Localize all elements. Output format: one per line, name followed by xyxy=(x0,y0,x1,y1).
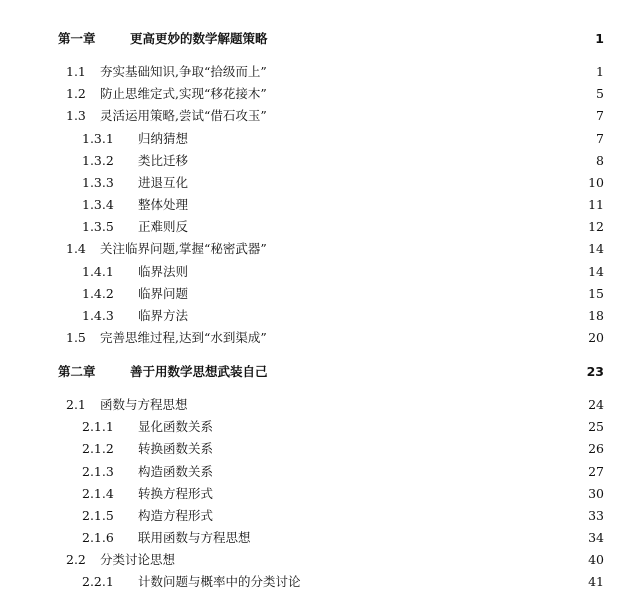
entry-number: 1.5 xyxy=(66,330,86,345)
entry-page-number: 18 xyxy=(588,308,604,323)
entry-title: 关注临界问题,掌握“秘密武器” xyxy=(100,241,267,256)
dot-leader xyxy=(217,438,578,460)
entry-title: 转换函数关系 xyxy=(138,441,214,456)
dot-leader xyxy=(255,527,578,549)
toc-entry-subsection xyxy=(0,216,640,238)
entry-number: 2.1.2 xyxy=(82,441,114,456)
entry-title: 构造函数关系 xyxy=(138,464,214,479)
toc-entry-subsection xyxy=(0,172,640,194)
entry-number: 1.3.3 xyxy=(82,175,114,190)
toc-entry-subsection xyxy=(0,438,640,460)
entry-title: 类比迁移 xyxy=(138,153,189,168)
entry-page-number: 26 xyxy=(588,441,604,456)
entry-number: 1.3.1 xyxy=(82,131,114,146)
entry-number: 2.2.1 xyxy=(82,574,114,589)
dot-leader xyxy=(271,83,578,105)
entry-title: 夯实基础知识,争取“拾级而上” xyxy=(100,64,267,79)
entry-number: 1.4 xyxy=(66,241,86,256)
entry-page-number: 41 xyxy=(588,574,604,589)
dot-leader xyxy=(271,61,578,83)
entry-number: 1.3.5 xyxy=(82,219,114,234)
dot-leader xyxy=(272,361,578,383)
toc-entry-subsection xyxy=(0,283,640,305)
entry-number: 2.1.1 xyxy=(82,419,114,434)
dot-leader xyxy=(192,283,578,305)
toc-entry-chapter xyxy=(0,361,640,383)
toc-entry-subsection xyxy=(0,305,640,327)
entry-number: 1.4.3 xyxy=(82,308,114,323)
entry-title: 灵活运用策略,尝试“借石攻玉” xyxy=(100,108,267,123)
entry-title: 显化函数关系 xyxy=(138,419,214,434)
entry-page-number: 12 xyxy=(588,219,604,234)
entry-title: 完善思维过程,达到“水到渠成” xyxy=(100,330,267,345)
dot-leader xyxy=(192,172,578,194)
entry-page-number: 24 xyxy=(588,397,604,412)
entry-title: 构造方程形式 xyxy=(138,508,214,523)
dot-leader xyxy=(217,461,578,483)
entry-page-number: 23 xyxy=(586,364,604,379)
toc-entry-subsection xyxy=(0,416,640,438)
toc-entry-section xyxy=(0,83,640,105)
dot-leader xyxy=(217,416,578,438)
entry-number: 第一章 xyxy=(58,31,96,46)
entry-page-number: 27 xyxy=(588,464,604,479)
dot-leader xyxy=(192,394,578,416)
dot-leader xyxy=(192,194,578,216)
entry-number: 1.1 xyxy=(66,64,86,79)
entry-page-number: 7 xyxy=(596,131,604,146)
entry-page-number: 8 xyxy=(596,153,604,168)
entry-page-number: 30 xyxy=(588,486,604,501)
dot-leader xyxy=(217,505,578,527)
entry-number: 2.1 xyxy=(66,397,86,412)
entry-page-number: 33 xyxy=(588,508,604,523)
toc-entry-subsection xyxy=(0,128,640,150)
entry-page-number: 34 xyxy=(588,530,604,545)
entry-page-number: 11 xyxy=(588,197,604,212)
entry-page-number: 40 xyxy=(588,552,604,567)
entry-number: 2.2 xyxy=(66,552,86,567)
entry-page-number: 10 xyxy=(588,175,604,190)
entry-title: 正难则反 xyxy=(138,219,189,234)
entry-number: 1.2 xyxy=(66,86,86,101)
toc-entry-subsection xyxy=(0,261,640,283)
entry-title: 转换方程形式 xyxy=(138,486,214,501)
entry-page-number: 20 xyxy=(588,330,604,345)
entry-number: 2.1.5 xyxy=(82,508,114,523)
toc-entry-subsection xyxy=(0,461,640,483)
entry-page-number: 1 xyxy=(596,64,604,79)
dot-leader xyxy=(272,28,578,50)
dot-leader xyxy=(271,327,578,349)
toc-entry-section xyxy=(0,105,640,127)
entry-number: 1.3.4 xyxy=(82,197,114,212)
entry-page-number: 14 xyxy=(588,264,604,279)
entry-number: 2.1.4 xyxy=(82,486,114,501)
entry-title: 函数与方程思想 xyxy=(100,397,188,412)
dot-leader xyxy=(271,238,578,260)
entry-title: 计数问题与概率中的分类讨论 xyxy=(138,574,301,589)
dot-leader xyxy=(192,216,578,238)
toc-entry-section xyxy=(0,61,640,83)
dot-leader xyxy=(192,261,578,283)
entry-title: 归纳猜想 xyxy=(138,131,189,146)
dot-leader xyxy=(271,105,578,127)
toc-entry-subsection xyxy=(0,150,640,172)
entry-title: 防止思维定式,实现“移花接木” xyxy=(100,86,267,101)
toc-entry-section xyxy=(0,327,640,349)
entry-title: 临界法则 xyxy=(138,264,189,279)
toc-entry-section xyxy=(0,549,640,571)
dot-leader xyxy=(179,549,578,571)
toc-entry-subsection xyxy=(0,505,640,527)
entry-number: 1.4.1 xyxy=(82,264,114,279)
entry-page-number: 5 xyxy=(596,86,604,101)
entry-title: 整体处理 xyxy=(138,197,189,212)
toc-entry-subsection xyxy=(0,483,640,505)
entry-number: 1.4.2 xyxy=(82,286,114,301)
entry-page-number: 7 xyxy=(596,108,604,123)
dot-leader xyxy=(217,483,578,505)
entry-number: 1.3.2 xyxy=(82,153,114,168)
entry-page-number: 1 xyxy=(595,31,604,46)
entry-title: 更高更妙的数学解题策略 xyxy=(130,31,268,46)
entry-title: 联用函数与方程思想 xyxy=(138,530,251,545)
toc-entry-subsection xyxy=(0,527,640,549)
entry-number: 2.1.6 xyxy=(82,530,114,545)
entry-number: 1.3 xyxy=(66,108,86,123)
entry-page-number: 15 xyxy=(588,286,604,301)
dot-leader xyxy=(192,128,578,150)
entry-number: 第二章 xyxy=(58,364,96,379)
entry-page-number: 14 xyxy=(588,241,604,256)
toc-entry-section xyxy=(0,394,640,416)
toc-entry-subsection xyxy=(0,194,640,216)
dot-leader xyxy=(305,571,578,593)
toc-entry-section xyxy=(0,238,640,260)
toc-entry-subsection xyxy=(0,571,640,593)
entry-title: 临界问题 xyxy=(138,286,189,301)
entry-title: 分类讨论思想 xyxy=(100,552,176,567)
entry-title: 临界方法 xyxy=(138,308,189,323)
dot-leader xyxy=(192,305,578,327)
entry-number: 2.1.3 xyxy=(82,464,114,479)
entry-page-number: 25 xyxy=(588,419,604,434)
toc-entry-chapter xyxy=(0,28,640,50)
entry-title: 进退互化 xyxy=(138,175,189,190)
dot-leader xyxy=(192,150,578,172)
entry-title: 善于用数学思想武装自己 xyxy=(130,364,268,379)
